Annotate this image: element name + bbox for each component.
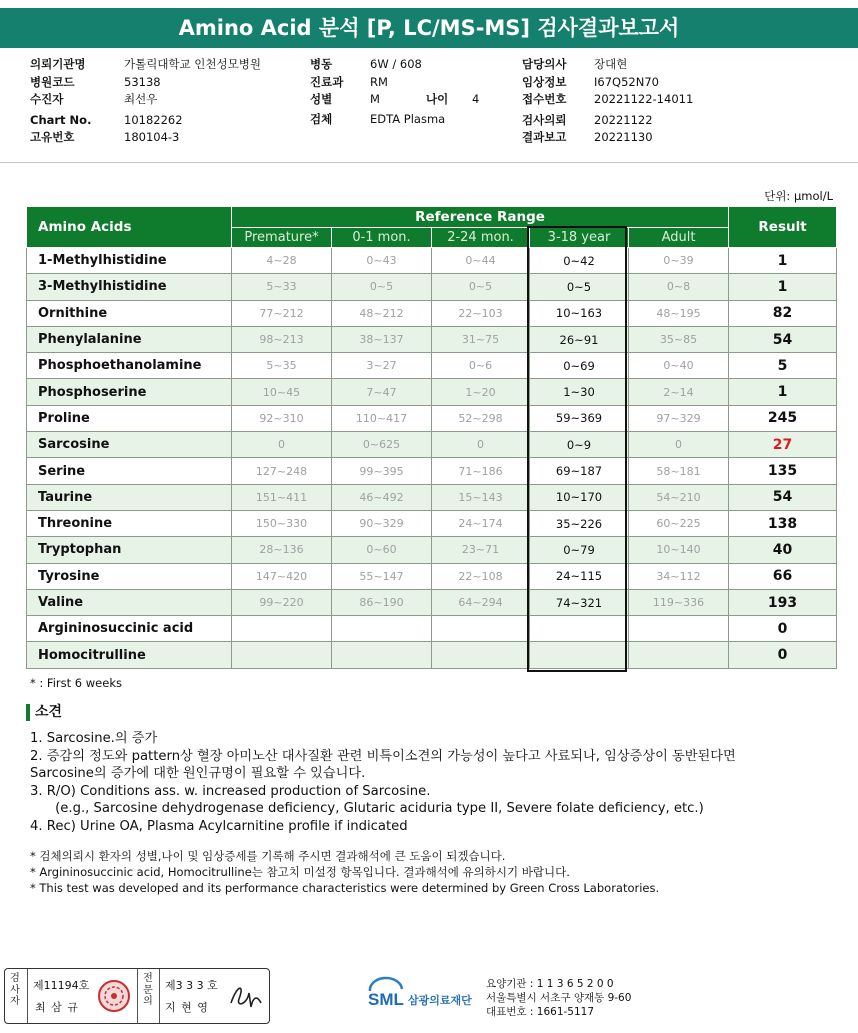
org-code: 요양기관 : 1 1 3 6 5 2 0 0 <box>486 978 614 990</box>
result-value: 54 <box>729 326 837 352</box>
reference-range-cell: 64~294 <box>432 589 530 615</box>
reference-range-cell <box>432 642 530 668</box>
info-value: 20221122 <box>594 112 653 127</box>
tester-name: 최 삼 규 <box>35 1001 79 1014</box>
reference-range-cell: 0~79 <box>530 537 629 563</box>
reference-range-cell: 23~71 <box>432 537 530 563</box>
reference-range-cell: 10~170 <box>530 484 629 510</box>
reference-range-cell: 150~330 <box>232 510 332 536</box>
header-range-0-1-mon: 0-1 mon. <box>332 228 432 248</box>
org-logo-text: SML <box>368 990 404 1009</box>
table-row <box>27 484 837 510</box>
tester-label: 검사자 <box>10 973 20 1007</box>
amino-acid-name: Phosphoethanolamine <box>27 353 232 379</box>
reference-range-cell: 10~140 <box>629 537 729 563</box>
age-label: 나이 <box>426 92 449 106</box>
result-value: 82 <box>729 300 837 326</box>
info-row <box>30 74 261 92</box>
comment-line: (e.g., Sarcosine dehydrogenase deficiency, Glutaric aciduria type II, Severe folate deficiency, etc.) <box>30 801 704 816</box>
amino-acid-name: Tyrosine <box>27 563 232 589</box>
info-label: 의뢰기관명 <box>30 57 86 71</box>
reference-range-cell: 92~310 <box>232 405 332 431</box>
amino-acid-table <box>26 206 837 669</box>
header-reference-range: Reference Range <box>232 207 729 228</box>
info-value: 최선우 <box>124 92 158 106</box>
reference-range-cell: 0~5 <box>432 274 530 300</box>
reference-range-cell: 90~329 <box>332 510 432 536</box>
info-label: 고유번호 <box>30 130 75 144</box>
info-label: 담당의사 <box>522 57 567 71</box>
reference-range-cell: 77~212 <box>232 300 332 326</box>
amino-acid-name: Threonine <box>27 510 232 536</box>
reference-range-cell: 35~85 <box>629 326 729 352</box>
info-row <box>310 91 445 109</box>
table-row <box>27 510 837 536</box>
seal-icon <box>97 978 131 1017</box>
reference-range-cell: 59~369 <box>530 405 629 431</box>
reference-range-cell: 0~625 <box>332 432 432 458</box>
reference-range-cell: 0~6 <box>432 353 530 379</box>
result-value: 245 <box>729 405 837 431</box>
reference-range-cell: 99~220 <box>232 589 332 615</box>
reference-range-cell: 0 <box>629 432 729 458</box>
reference-range-cell: 97~329 <box>629 405 729 431</box>
info-value: 장대현 <box>594 57 628 71</box>
reference-range-cell: 52~298 <box>432 405 530 431</box>
table-row <box>27 432 837 458</box>
amino-acid-name: Phenylalanine <box>27 326 232 352</box>
result-value: 0 <box>729 642 837 668</box>
reference-range-cell: 2~14 <box>629 379 729 405</box>
org-contact <box>486 977 631 1019</box>
info-row <box>30 112 261 130</box>
tester-number: 제11194호 <box>33 979 90 992</box>
reference-range-cell: 46~492 <box>332 484 432 510</box>
amino-acid-name: Ornithine <box>27 300 232 326</box>
result-value: 1 <box>729 379 837 405</box>
doctor-number: 제3 3 3 호 <box>165 979 218 992</box>
reference-range-cell: 34~112 <box>629 563 729 589</box>
notes <box>30 848 659 897</box>
header-range-adult: Adult <box>629 228 729 248</box>
doctor-label: 전문의 <box>143 973 153 1007</box>
signature-icon <box>227 979 265 1016</box>
reference-range-cell: 0~5 <box>332 274 432 300</box>
reference-range-cell: 147~420 <box>232 563 332 589</box>
table-row <box>27 353 837 379</box>
reference-range-cell: 0~5 <box>530 274 629 300</box>
reference-range-cell: 0~43 <box>332 248 432 274</box>
info-row <box>310 74 445 92</box>
org-address: 서울특별시 서초구 양재동 9-60 <box>486 992 632 1004</box>
info-value: 가톨릭대학교 인천성모병원 <box>124 57 261 71</box>
header-amino-acids: Amino Acids <box>27 207 232 248</box>
reference-range-cell: 1~20 <box>432 379 530 405</box>
info-label: 수진자 <box>30 92 64 106</box>
reference-range-cell: 26~91 <box>530 326 629 352</box>
result-value: 1 <box>729 274 837 300</box>
reference-range-cell: 54~210 <box>629 484 729 510</box>
reference-range-cell: 15~143 <box>432 484 530 510</box>
comment-line: 3. R/O) Conditions ass. w. increased production of Sarcosine. <box>30 783 431 799</box>
reference-range-cell: 0~8 <box>629 274 729 300</box>
footnote: * : First 6 weeks <box>30 676 122 690</box>
info-row <box>522 91 693 109</box>
result-value: 138 <box>729 510 837 536</box>
info-row <box>310 111 445 129</box>
table-row <box>27 274 837 300</box>
org-name: 삼광의료재단 <box>408 994 472 1007</box>
table-row <box>27 589 837 615</box>
reference-range-cell <box>332 642 432 668</box>
reference-range-cell <box>232 616 332 642</box>
reference-range-cell: 0 <box>432 432 530 458</box>
info-row <box>522 74 693 92</box>
amino-acid-name: Sarcosine <box>27 432 232 458</box>
info-label: 검사의뢰 <box>522 112 567 127</box>
amino-acid-name: Tryptophan <box>27 537 232 563</box>
reference-range-cell: 127~248 <box>232 458 332 484</box>
amino-acid-name: 3-Methylhistidine <box>27 274 232 300</box>
info-column-2 <box>310 56 445 128</box>
reference-range-cell <box>629 642 729 668</box>
info-value: 53138 <box>124 74 161 89</box>
section-title: 소견 <box>26 704 62 721</box>
reference-range-cell: 0~9 <box>530 432 629 458</box>
reference-range-cell: 24~174 <box>432 510 530 536</box>
info-value: I67Q52N70 <box>594 74 659 89</box>
reference-range-cell: 38~137 <box>332 326 432 352</box>
note-line: * 검체의뢰시 환자의 성별,나이 및 임상증세를 기록해 주시면 결과해석에 큰 도움이 되겠습니다. <box>30 849 506 863</box>
reference-range-cell <box>432 616 530 642</box>
header-range-2-24-mon: 2-24 mon. <box>432 228 530 248</box>
reference-range-cell: 7~47 <box>332 379 432 405</box>
result-value: 5 <box>729 353 837 379</box>
table-row <box>27 326 837 352</box>
result-value: 1 <box>729 248 837 274</box>
table-row <box>27 642 837 668</box>
result-value: 66 <box>729 563 837 589</box>
report-title: Amino Acid 분석 [P, LC/MS-MS] 검사결과보고서 <box>0 8 858 48</box>
reference-range-cell: 48~212 <box>332 300 432 326</box>
divider <box>0 162 858 163</box>
age-field <box>426 91 479 109</box>
result-value: 193 <box>729 589 837 615</box>
info-label: 결과보고 <box>522 130 567 144</box>
reference-range-cell <box>232 642 332 668</box>
reference-range-cell: 24~115 <box>530 563 629 589</box>
info-label: 진료과 <box>310 74 344 89</box>
info-column-3 <box>522 56 693 147</box>
info-value: RM <box>370 74 388 89</box>
info-value: 180104-3 <box>124 130 180 144</box>
info-label: 성별 <box>310 92 333 106</box>
reference-range-cell <box>530 616 629 642</box>
header-range-3-18-year: 3-18 year <box>530 228 629 248</box>
reference-range-cell: 58~181 <box>629 458 729 484</box>
info-value: M <box>370 92 380 106</box>
table-row <box>27 248 837 274</box>
comment-line: 4. Rec) Urine OA, Plasma Acylcarnitine profile if indicated <box>30 818 408 834</box>
table-row <box>27 563 837 589</box>
info-value: 6W / 608 <box>370 57 422 71</box>
age-value: 4 <box>472 92 480 106</box>
info-row <box>30 56 261 74</box>
result-value: 0 <box>729 616 837 642</box>
reference-range-cell: 55~147 <box>332 563 432 589</box>
reference-range-cell: 69~187 <box>530 458 629 484</box>
reference-range-cell: 74~321 <box>530 589 629 615</box>
reference-range-cell: 22~108 <box>432 563 530 589</box>
table-row <box>27 379 837 405</box>
reference-range-cell: 151~411 <box>232 484 332 510</box>
reference-range-cell: 48~195 <box>629 300 729 326</box>
info-row <box>522 56 693 74</box>
info-label: 임상정보 <box>522 74 567 89</box>
table-row <box>27 458 837 484</box>
result-value: 40 <box>729 537 837 563</box>
table-row <box>27 537 837 563</box>
info-value: EDTA Plasma <box>370 111 446 126</box>
reference-range-cell: 86~190 <box>332 589 432 615</box>
reference-range-cell: 0~42 <box>530 248 629 274</box>
table-row <box>27 616 837 642</box>
reference-range-cell: 10~163 <box>530 300 629 326</box>
reference-range-cell: 0~69 <box>530 353 629 379</box>
info-row <box>30 129 261 147</box>
comment-line: 2. 증감의 정도와 pattern상 혈장 아미노산 대사질환 관련 비특이소견의 가능성이 높다고 사료되나, 임상증상이 동반된다면 <box>30 748 736 764</box>
comments <box>30 730 736 835</box>
reference-range-cell: 98~213 <box>232 326 332 352</box>
amino-acid-name: Taurine <box>27 484 232 510</box>
info-row <box>310 56 445 74</box>
reference-range-cell: 0~44 <box>432 248 530 274</box>
info-value: 20221130 <box>594 130 653 144</box>
reference-range-cell: 0~39 <box>629 248 729 274</box>
result-value: 135 <box>729 458 837 484</box>
info-label: 병동 <box>310 57 333 71</box>
note-line: * Argininosuccinic acid, Homocitrulline는 참고치 미설정 항목입니다. 결과해석에 유의하시기 바랍니다. <box>30 865 570 880</box>
reference-range-cell: 35~226 <box>530 510 629 536</box>
table-row <box>27 300 837 326</box>
reference-range-cell: 28~136 <box>232 537 332 563</box>
note-line: * This test was developed and its performance characteristics were determined by Green Cross Laboratories. <box>30 881 660 896</box>
info-label: 검체 <box>310 111 333 126</box>
reference-range-cell: 119~336 <box>629 589 729 615</box>
reference-range-cell: 0 <box>232 432 332 458</box>
info-column-1 <box>30 56 261 147</box>
amino-acid-name: Valine <box>27 589 232 615</box>
reference-range-cell <box>629 616 729 642</box>
reference-range-cell: 10~45 <box>232 379 332 405</box>
reference-range-cell: 1~30 <box>530 379 629 405</box>
result-value: 27 <box>729 432 837 458</box>
reference-range-cell: 60~225 <box>629 510 729 536</box>
unit-label: 단위: μmol/L <box>764 189 833 203</box>
reference-range-cell: 99~395 <box>332 458 432 484</box>
comment-line: 1. Sarcosine.의 증가 <box>30 731 158 746</box>
reference-range-cell: 4~28 <box>232 248 332 274</box>
info-row <box>30 91 261 109</box>
info-row <box>522 112 693 130</box>
reference-range-cell <box>530 642 629 668</box>
amino-acid-name: Homocitrulline <box>27 642 232 668</box>
result-value: 54 <box>729 484 837 510</box>
org-logo <box>366 975 486 1019</box>
reference-range-cell: 71~186 <box>432 458 530 484</box>
reference-range-cell: 5~33 <box>232 274 332 300</box>
signature-box <box>4 968 270 1024</box>
info-row <box>522 129 693 147</box>
reference-range-cell: 22~103 <box>432 300 530 326</box>
reference-range-cell: 5~35 <box>232 353 332 379</box>
table-row <box>27 405 837 431</box>
comment-line: Sarcosine의 증가에 대한 원인규명이 필요할 수 있습니다. <box>30 766 366 781</box>
header-range-premature: Premature* <box>232 228 332 248</box>
reference-range-cell: 3~27 <box>332 353 432 379</box>
header-result: Result <box>729 207 837 248</box>
org-phone: 대표번호 : 1661-5117 <box>486 1006 595 1018</box>
info-value: 10182262 <box>124 112 183 127</box>
amino-acid-name: Phosphoserine <box>27 379 232 405</box>
reference-range-cell: 110~417 <box>332 405 432 431</box>
reference-range-cell: 0~60 <box>332 537 432 563</box>
reference-range-cell: 31~75 <box>432 326 530 352</box>
info-label: 접수번호 <box>522 92 567 106</box>
info-label: Chart No. <box>30 112 92 127</box>
reference-range-cell <box>332 616 432 642</box>
amino-acid-name: 1-Methylhistidine <box>27 248 232 274</box>
amino-acid-name: Argininosuccinic acid <box>27 616 232 642</box>
doctor-name: 지 현 영 <box>165 1001 209 1014</box>
amino-acid-name: Proline <box>27 405 232 431</box>
amino-acid-name: Serine <box>27 458 232 484</box>
info-label: 병원코드 <box>30 74 75 89</box>
info-value: 20221122-14011 <box>594 92 694 106</box>
reference-range-cell: 0~40 <box>629 353 729 379</box>
